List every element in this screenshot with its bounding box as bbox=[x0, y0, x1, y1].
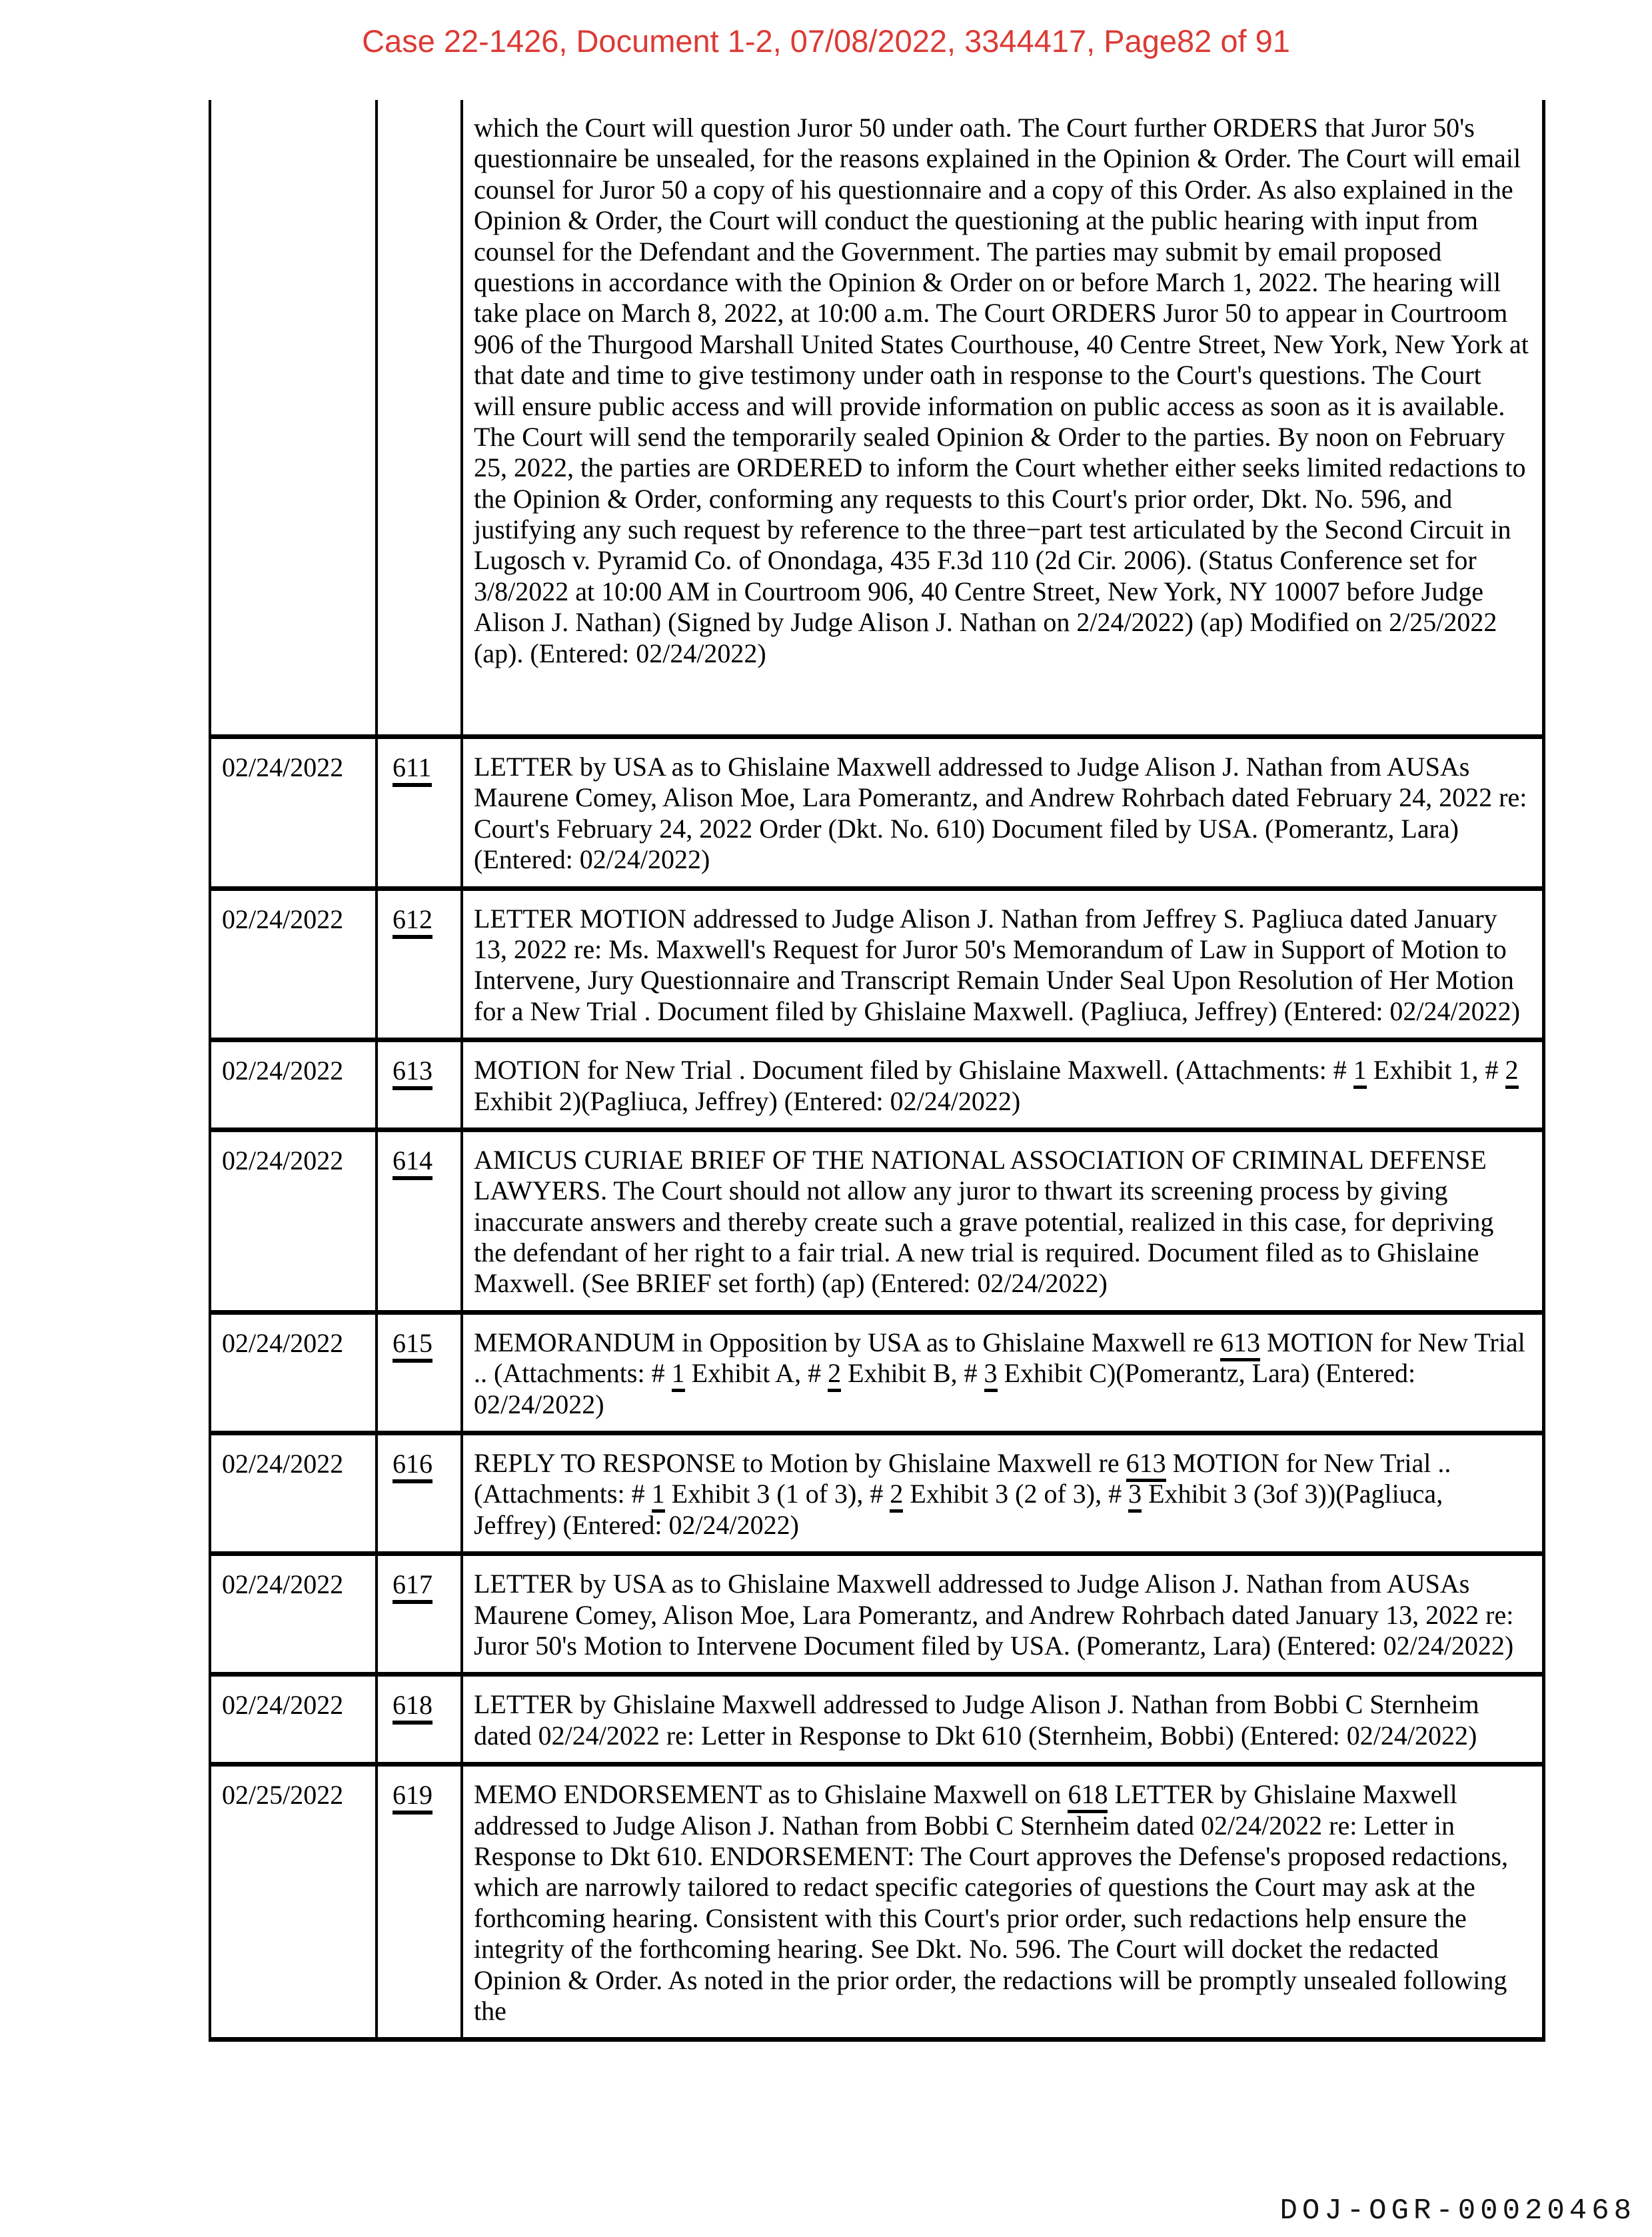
entry-text-segment: Exhibit 1, # bbox=[1366, 1055, 1505, 1086]
docket-entry-text bbox=[463, 1556, 1542, 1672]
docket-row bbox=[211, 1762, 1542, 2037]
entry-text-segment: MEMO ENDORSEMENT as to Ghislaine Maxwell on bbox=[474, 1779, 1068, 1810]
docket-row bbox=[211, 1038, 1542, 1127]
filing-date: 02/24/2022 bbox=[211, 739, 378, 886]
filing-date: 02/24/2022 bbox=[211, 1042, 378, 1127]
entry-text-segment: Exhibit C)(Pomerantz, Lara) (Entered: 02/24/2022) bbox=[474, 1358, 1416, 1419]
entry-text-segment: LETTER MOTION addressed to Judge Alison J. Nathan from Jeffrey S. Pagliuca dated January 13, 2022 re: Ms. Maxwell's Request for Juror 50's Memorandum of Law in Support of Motion to Intervene, Jury Questionnaire and Transcript Remain Under Seal Upon Resolution of Her Motion for a New Trial . Document filed by Ghislaine Maxwell. (Pagliuca, Jeffrey) (Entered: 02/24/2022) bbox=[474, 903, 1520, 1026]
filing-date: 02/25/2022 bbox=[211, 1767, 378, 2037]
docket-row bbox=[211, 1551, 1542, 1672]
docket-table bbox=[209, 100, 1545, 2042]
docket-reference-link[interactable]: 2 bbox=[890, 1479, 903, 1513]
entry-text-segment: Exhibit 2)(Pagliuca, Jeffrey) (Entered: 02/24/2022) bbox=[474, 1086, 1021, 1116]
entry-text-segment: MEMORANDUM in Opposition by USA as to Ghislaine Maxwell re bbox=[474, 1327, 1220, 1357]
docket-reference-link[interactable]: 613 bbox=[1220, 1327, 1260, 1361]
filing-date: 02/24/2022 bbox=[211, 1132, 378, 1310]
docket-number-cell bbox=[378, 1435, 463, 1551]
filing-date: 02/24/2022 bbox=[211, 1435, 378, 1551]
docket-number-link[interactable]: 612 bbox=[393, 904, 432, 939]
docket-row bbox=[211, 100, 1542, 734]
docket-number-cell bbox=[378, 1677, 463, 1762]
docket-reference-link[interactable]: 2 bbox=[828, 1358, 841, 1392]
docket-reference-link[interactable]: 1 bbox=[652, 1479, 665, 1513]
docket-entry-text bbox=[463, 100, 1542, 734]
docket-row bbox=[211, 734, 1542, 886]
docket-reference-link[interactable]: 613 bbox=[1126, 1448, 1166, 1482]
docket-number-cell bbox=[378, 739, 463, 886]
entry-text-segment: REPLY TO RESPONSE to Motion by Ghislaine Maxwell re bbox=[474, 1448, 1126, 1479]
entry-text-segment: LETTER by USA as to Ghislaine Maxwell addressed to Judge Alison J. Nathan from AUSAs Maurene Comey, Alison Moe, Lara Pomerantz, and Andrew Rohrbach dated February 24, 2022 re: Court's February 24, 2022 Order (Dkt. No. 610) Document filed by USA. (Pomerantz, Lara) (Entered: 02/24/2022) bbox=[474, 752, 1527, 875]
filing-date bbox=[211, 100, 378, 734]
docket-number-link[interactable]: 613 bbox=[393, 1056, 432, 1090]
docket-row bbox=[211, 1310, 1542, 1431]
docket-number-cell bbox=[378, 1315, 463, 1431]
docket-row bbox=[211, 1431, 1542, 1551]
filing-date: 02/24/2022 bbox=[211, 891, 378, 1038]
docket-number-cell bbox=[378, 1556, 463, 1672]
entry-text-segment: MOTION for New Trial .. (Attachments: # bbox=[474, 1448, 1451, 1509]
case-header-stamp: Case 22-1426, Document 1-2, 07/08/2022, 3344417, Page82 of 91 bbox=[362, 23, 1290, 59]
filing-date: 02/24/2022 bbox=[211, 1677, 378, 1762]
docket-entry-text bbox=[463, 739, 1542, 886]
entry-text-segment: which the Court will question Juror 50 under oath. The Court further ORDERS that Juror 50's questionnaire be unsealed, for the reasons explained in the Opinion & Order. The Court will email counsel for Juror 50 a copy of his questionnaire and a copy of this Order. As also explained in the Opinion & Order, the Court will conduct the questioning at the public hearing with input from counsel for the Defendant and the Government. The parties may submit by email proposed questions in accordance with the Opinion & Order on or before March 1, 2022. The hearing will take place on March 8, 2022, at 10:00 a.m. The Court ORDERS Juror 50 to appear in Courtroom 906 of the Thurgood Marshall United States Courthouse, 40 Centre Street, New York, New York at that date and time to give testimony under oath in response to the Court's questions. The Court will ensure public access and will provide information on public access as soon as it is available. The Court will send the temporarily sealed Opinion & Order to the parties. By noon on February 25, 2022, the parties are ORDERED to inform the Court whether either seeks limited redactions to the Opinion & Order, conforming any requests to this Court's prior order, Dkt. No. 596, and justifying any such request by reference to the three−part test articulated by the Second Circuit in Lugosch v. Pyramid Co. of Onondaga, 435 F.3d 110 (2d Cir. 2006). (Status Conference set for 3/8/2022 at 10:00 AM in Courtroom 906, 40 Centre Street, New York, NY 10007 before Judge Alison J. Nathan) (Signed by Judge Alison J. Nathan on 2/24/2022) (ap) Modified on 2/25/2022 (ap). (Entered: 02/24/2022) bbox=[474, 113, 1529, 668]
bates-number: DOJ-OGR-00020468 bbox=[1279, 2194, 1636, 2228]
entry-text-segment: Exhibit B, # bbox=[841, 1358, 984, 1389]
docket-entry-text bbox=[463, 1315, 1542, 1431]
docket-row bbox=[211, 1672, 1542, 1762]
docket-reference-link[interactable]: 618 bbox=[1068, 1779, 1108, 1813]
docket-entry-text bbox=[463, 891, 1542, 1038]
docket-reference-link[interactable]: 2 bbox=[1505, 1055, 1519, 1089]
docket-entry-text bbox=[463, 1677, 1542, 1762]
docket-number-cell bbox=[378, 891, 463, 1038]
docket-number-cell bbox=[378, 1767, 463, 2037]
docket-entry-text bbox=[463, 1767, 1542, 2037]
entry-text-segment: AMICUS CURIAE BRIEF OF THE NATIONAL ASSOCIATION OF CRIMINAL DEFENSE LAWYERS. The Court should not allow any juror to thwart its screening process by giving inaccurate answers and thereby create such a grave potential, realized in this case, for depriving the defendant of her right to a fair trial. A new trial is required. Document filed as to Ghislaine Maxwell. (See BRIEF set forth) (ap) (Entered: 02/24/2022) bbox=[474, 1144, 1494, 1299]
entry-text-segment: LETTER by Ghislaine Maxwell addressed to Judge Alison J. Nathan from Bobbi C Sternheim dated 02/24/2022 re: Letter in Response to Dkt 610. ENDORSEMENT: The Court approves the Defense's proposed redactions, which are narrowly tailored to redact specific categories of questions the Court may ask at the forthcoming hearing. Consistent with this Court's prior order, such redactions help ensure the integrity of the forthcoming hearing. See Dkt. No. 596. The Court will docket the redacted Opinion & Order. As noted in the prior order, the redactions will be promptly unsealed following the bbox=[474, 1779, 1508, 2026]
docket-row bbox=[211, 886, 1542, 1038]
docket-entry-text bbox=[463, 1042, 1542, 1127]
docket-number-link[interactable]: 619 bbox=[393, 1780, 432, 1815]
docket-reference-link[interactable]: 3 bbox=[1128, 1479, 1142, 1513]
docket-row bbox=[211, 1127, 1542, 1310]
entry-text-segment: MOTION for New Trial . Document filed by Ghislaine Maxwell. (Attachments: # bbox=[474, 1055, 1353, 1086]
docket-reference-link[interactable]: 1 bbox=[672, 1358, 685, 1392]
docket-reference-link[interactable]: 1 bbox=[1353, 1055, 1367, 1089]
docket-number-link[interactable]: 616 bbox=[393, 1449, 432, 1483]
filing-date: 02/24/2022 bbox=[211, 1315, 378, 1431]
filing-date: 02/24/2022 bbox=[211, 1556, 378, 1672]
entry-text-segment: LETTER by Ghislaine Maxwell addressed to Judge Alison J. Nathan from Bobbi C Sternheim dated 02/24/2022 re: Letter in Response to Dkt 610 (Sternheim, Bobbi) (Entered: 02/24/2022) bbox=[474, 1689, 1479, 1751]
docket-number-link[interactable]: 615 bbox=[393, 1328, 432, 1363]
docket-reference-link[interactable]: 3 bbox=[984, 1358, 998, 1392]
entry-text-segment: Exhibit 3 (3of 3))(Pagliuca, Jeffrey) (Entered: 02/24/2022) bbox=[474, 1479, 1443, 1540]
docket-number-cell bbox=[378, 1042, 463, 1127]
entry-text-segment: Exhibit 3 (1 of 3), # bbox=[664, 1479, 890, 1509]
docket-entry-text bbox=[463, 1435, 1542, 1551]
docket-number-link[interactable]: 618 bbox=[393, 1690, 432, 1725]
docket-number-cell bbox=[378, 100, 463, 734]
docket-number-cell bbox=[378, 1132, 463, 1310]
entry-text-segment: LETTER by USA as to Ghislaine Maxwell addressed to Judge Alison J. Nathan from AUSAs Maurene Comey, Alison Moe, Lara Pomerantz, and Andrew Rohrbach dated January 13, 2022 re: Juror 50's Motion to Intervene Document filed by USA. (Pomerantz, Lara) (Entered: 02/24/2022) bbox=[474, 1569, 1514, 1661]
entry-text-segment: Exhibit 3 (2 of 3), # bbox=[903, 1479, 1129, 1509]
docket-number-link[interactable]: 617 bbox=[393, 1569, 432, 1604]
entry-text-segment: MOTION for New Trial .. (Attachments: # bbox=[474, 1327, 1525, 1389]
docket-number-link[interactable]: 611 bbox=[393, 752, 432, 787]
docket-number-link[interactable]: 614 bbox=[393, 1145, 432, 1180]
entry-text-segment: Exhibit A, # bbox=[684, 1358, 828, 1389]
docket-entry-text bbox=[463, 1132, 1542, 1310]
